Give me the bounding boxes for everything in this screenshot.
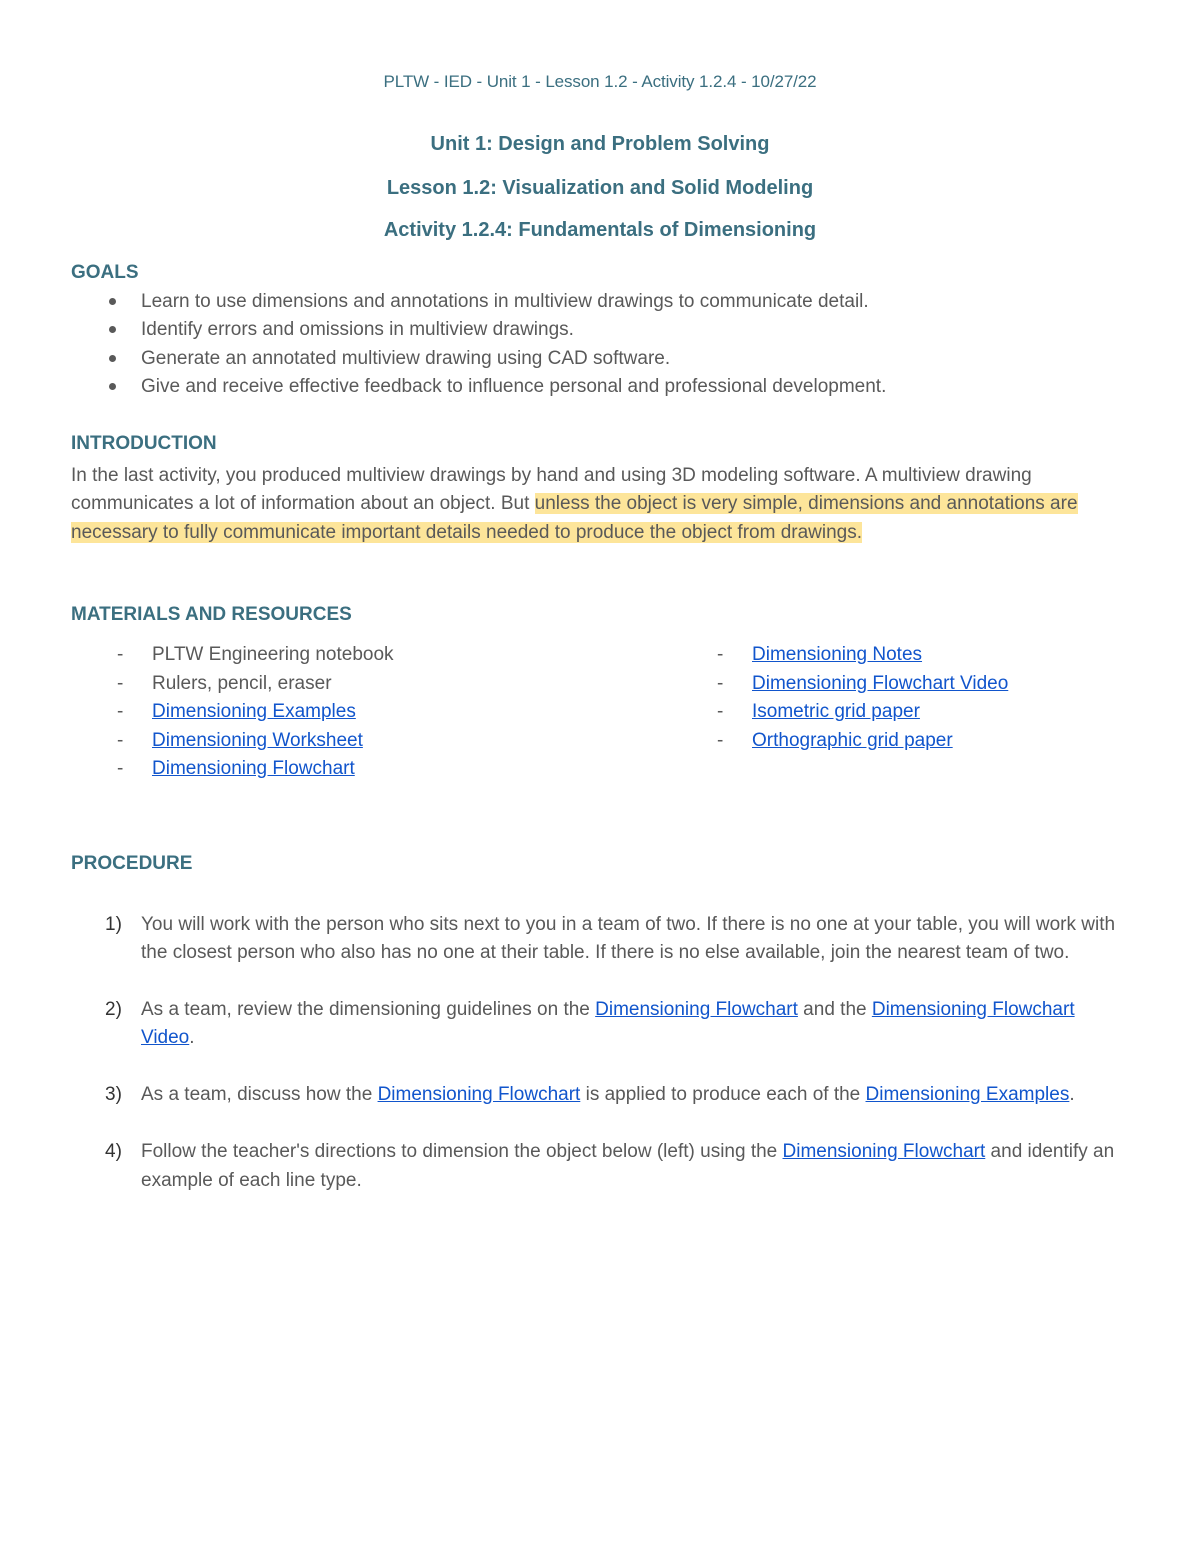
material-item (671, 700, 1008, 729)
dimensioning-flowchart-link[interactable]: Dimensioning Flowchart (152, 758, 355, 780)
dash-bullet: - (117, 701, 124, 723)
step-text: . (1069, 1084, 1075, 1106)
dimensioning-flowchart-video-link[interactable]: Dimensioning Flowchart Video (141, 999, 1075, 1049)
procedure-step (71, 996, 1131, 1053)
introduction-heading: INTRODUCTION (71, 433, 217, 454)
bullet-icon (109, 326, 116, 333)
goals-heading: GOALS (71, 262, 139, 283)
dash-bullet: - (117, 644, 124, 665)
bullet-icon (109, 383, 116, 390)
step-text: As a team, discuss how the (141, 1084, 378, 1106)
step-text: . (189, 1027, 195, 1049)
material-label: Rulers, pencil, eraser (152, 672, 332, 694)
introduction-text: In the last activity, you produced multiview drawings by hand and using 3D modeling software. A multiview drawing communicates a lot of information about an object. But (71, 465, 1032, 515)
procedure-step (71, 911, 1131, 968)
step-text: Follow the teacher's directions to dimension the object below (left) using the (141, 1141, 783, 1163)
dash-bullet: - (717, 729, 724, 751)
procedure-list (71, 911, 1131, 1223)
goal-text: Give and receive effective feedback to influence personal and professional development. (141, 376, 887, 398)
step-number: 2) (105, 999, 122, 1021)
procedure-step (71, 1138, 1131, 1195)
dash-bullet: - (717, 672, 724, 694)
step-number: 1) (105, 914, 122, 935)
step-text: You will work with the person who sits next to you in a team of two. If there is no one at your table, you will work with the closest person who also has no one at their table. If there is no else available, join the nearest team of two. (141, 914, 1116, 964)
step-number: 3) (105, 1084, 122, 1106)
goal-text: Identify errors and omissions in multiview drawings. (141, 319, 574, 341)
page-header: PLTW - IED - Unit 1 - Lesson 1.2 - Activity 1.2.4 - 10/27/22 (383, 72, 817, 91)
dimensioning-flowchart-video-link[interactable]: Dimensioning Flowchart Video (752, 672, 1009, 694)
bullet-icon (109, 298, 116, 305)
goal-item (71, 318, 886, 346)
goals-list (71, 290, 886, 404)
material-label: PLTW Engineering notebook (152, 644, 394, 665)
step-text: and identify an example of each line type. (141, 1141, 1115, 1191)
material-item (71, 700, 394, 729)
materials-heading: MATERIALS AND RESOURCES (71, 604, 352, 625)
dash-bullet: - (117, 729, 124, 751)
introduction-paragraph (71, 462, 1111, 547)
materials-list-left (71, 643, 394, 786)
goal-text: Generate an annotated multiview drawing using CAD software. (141, 347, 671, 369)
step-text: and the (797, 999, 872, 1021)
material-item (71, 672, 394, 701)
material-item (671, 672, 1008, 701)
step-number: 4) (105, 1141, 122, 1163)
introduction-highlight: unless the object is very simple, dimensions and annotations are necessary to fully communicate important details needed to produce the object from drawings. (71, 493, 1078, 543)
dash-bullet: - (117, 758, 124, 780)
dimensioning-examples-link[interactable]: Dimensioning Examples (865, 1084, 1070, 1106)
dimensioning-flowchart-link[interactable]: Dimensioning Flowchart (377, 1084, 581, 1106)
material-item (71, 757, 394, 786)
step-text: is applied to produce each of the (580, 1084, 866, 1106)
dimensioning-examples-link[interactable]: Dimensioning Examples (152, 701, 356, 723)
bullet-icon (109, 355, 116, 362)
step-text: As a team, review the dimensioning guidelines on the (141, 999, 596, 1021)
isometric-grid-paper-link[interactable]: Isometric grid paper (752, 701, 920, 723)
goal-item (71, 347, 886, 375)
materials-list-right (671, 643, 1008, 757)
goal-item (71, 290, 886, 318)
material-item (671, 643, 1008, 672)
procedure-step (71, 1081, 1131, 1109)
material-item (671, 729, 1008, 758)
dash-bullet: - (717, 701, 724, 723)
dash-bullet: - (717, 644, 724, 665)
unit-title: Unit 1: Design and Problem Solving (430, 133, 770, 155)
goal-item (71, 375, 886, 403)
dimensioning-worksheet-link[interactable]: Dimensioning Worksheet (152, 729, 363, 751)
material-item (71, 729, 394, 758)
procedure-heading: PROCEDURE (71, 853, 193, 874)
material-item (71, 643, 394, 672)
dimensioning-flowchart-link[interactable]: Dimensioning Flowchart (782, 1141, 986, 1163)
dimensioning-flowchart-link[interactable]: Dimensioning Flowchart (595, 999, 798, 1021)
orthographic-grid-paper-link[interactable]: Orthographic grid paper (752, 729, 953, 751)
dimensioning-notes-link[interactable]: Dimensioning Notes (752, 644, 923, 665)
goal-text: Learn to use dimensions and annotations in multiview drawings to communicate detail. (141, 291, 869, 312)
lesson-title: Lesson 1.2: Visualization and Solid Modeling (386, 177, 814, 199)
dash-bullet: - (117, 672, 124, 694)
activity-title: Activity 1.2.4: Fundamentals of Dimensioning (383, 219, 817, 241)
